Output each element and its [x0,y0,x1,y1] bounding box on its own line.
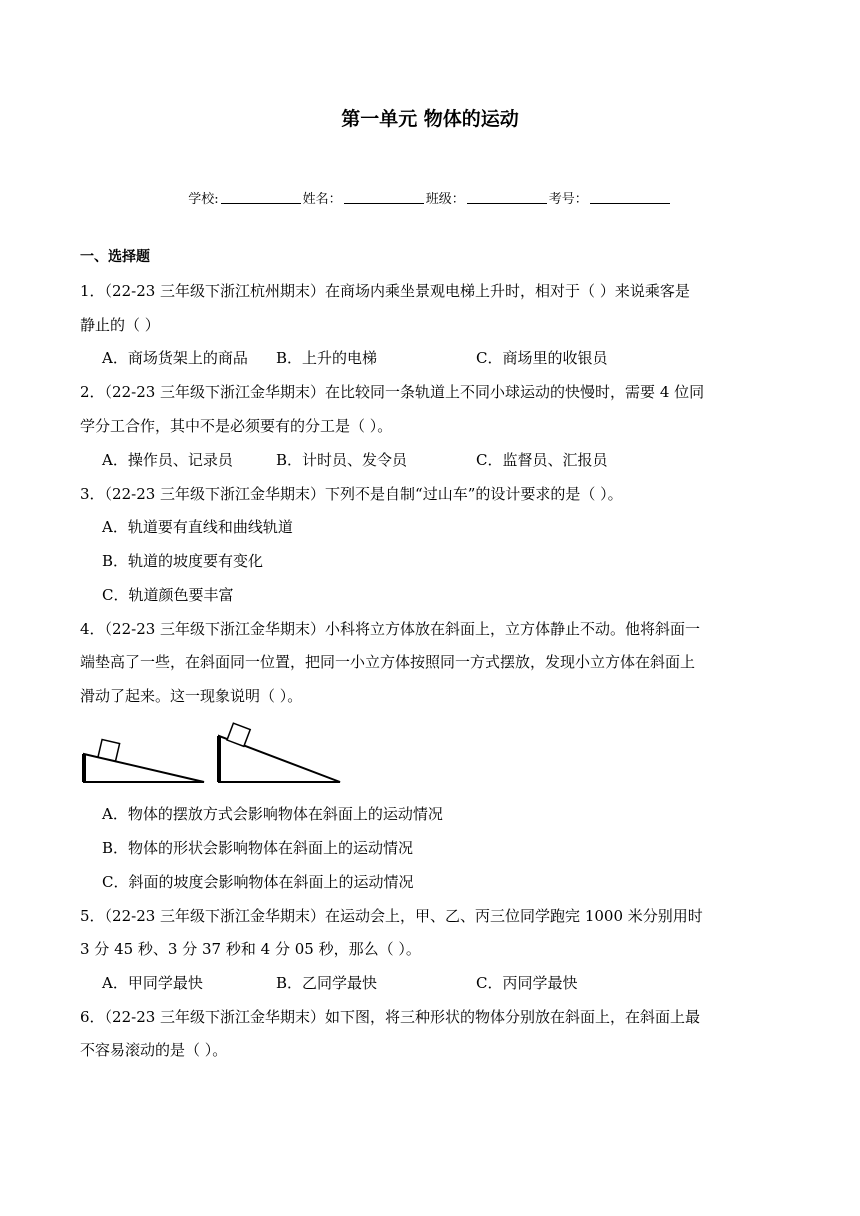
q2-line2: 学分工合作，其中不是必须要有的分工是（ ）。 [80,417,393,435]
low-incline [82,739,204,782]
q4-line2: 端垫高了一些，在斜面同一位置，把同一小立方体按照同一方式摆放，发现小立方体在斜面上 [80,653,696,671]
q1-line2: 静止的（ ） [80,316,160,334]
school-blank [221,190,301,204]
number-blank [590,190,670,204]
q4-option-c: C．斜面的坡度会影响物体在斜面上的运动情况 [102,873,414,891]
q3-option-c: C．轨道颜色要丰富 [102,586,234,604]
q1-option-c: C．商场里的收银员 [476,349,608,367]
high-incline-cube [227,723,250,746]
incline-diagram [80,716,350,786]
q3-line1: 3．（22-23 三年级下浙江金华期末）下列不是自制“过山车”的设计要求的是（ ）。 [80,485,623,503]
name-blank [344,190,424,204]
q5-line1: 5．（22-23 三年级下浙江金华期末）在运动会上，甲、乙、丙三位同学跑完 1000 米分别用时 [80,907,703,925]
q4-option-b: B．物体的形状会影响物体在斜面上的运动情况 [102,839,414,857]
q2-option-b: B．计时员、发令员 [276,451,408,469]
q5-option-c: C．丙同学最快 [476,974,578,992]
student-info-line [0,188,860,207]
q1-option-a: A．商场货架上的商品 [102,349,248,367]
q4-line1: 4．（22-23 三年级下浙江金华期末）小科将立方体放在斜面上，立方体静止不动。他将斜面一 [80,620,701,638]
class-blank [467,190,547,204]
q1-line1: 1．（22-23 三年级下浙江杭州期末）在商场内乘坐景观电梯上升时，相对于（ ）来说乘客是 [80,282,690,300]
q6-line2: 不容易滚动的是（ ）。 [80,1041,228,1059]
q5-option-b: B．乙同学最快 [276,974,378,992]
q3-option-b: B．轨道的坡度要有变化 [102,552,264,570]
high-incline [217,723,340,782]
q5-option-a: A．甲同学最快 [102,974,203,992]
q3-option-a: A．轨道要有直线和曲线轨道 [102,518,293,536]
school-label: 学校: [188,192,219,207]
name-label: 姓名： [302,192,342,207]
q5-line2: 3 分 45 秒、3 分 37 秒和 4 分 05 秒，那么（ ）。 [80,940,421,958]
class-label: 班级： [425,192,465,207]
section-title: 一、选择题 [80,249,150,265]
high-incline-support [217,736,221,782]
q4-line3: 滑动了起来。这一现象说明（ ）。 [80,687,303,705]
q2-line1: 2．（22-23 三年级下浙江金华期末）在比较同一条轨道上不同小球运动的快慢时，需要 4 位同 [80,383,705,401]
low-incline-support [82,754,86,782]
low-incline-cube [98,739,120,761]
q2-option-c: C．监督员、汇报员 [476,451,608,469]
q6-line1: 6．（22-23 三年级下浙江金华期末）如下图，将三种形状的物体分别放在斜面上，在斜面上最 [80,1008,701,1026]
q2-option-a: A．操作员、记录员 [102,451,233,469]
number-label: 考号： [548,192,588,207]
q1-option-b: B．上升的电梯 [276,349,378,367]
q4-option-a: A．物体的摆放方式会影响物体在斜面上的运动情况 [102,805,443,823]
page-title: 第一单元 物体的运动 [341,108,519,130]
